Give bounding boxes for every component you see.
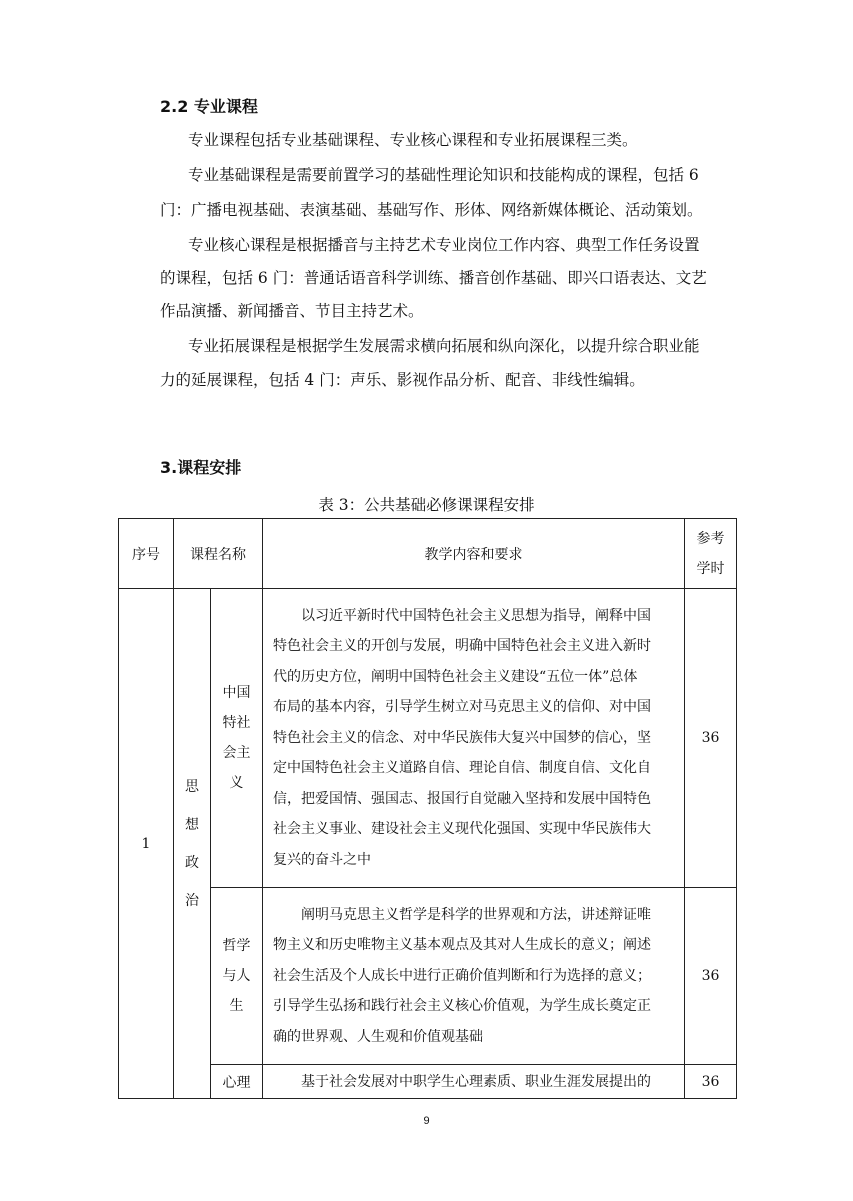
content-line: 引导学生弘扬和践行社会主义核心价值观，为学生成长奠定正 — [273, 998, 651, 1015]
course-hours: 36 — [685, 1065, 737, 1099]
paragraph-line: 力的延展课程，包括 4 门：声乐、影视作品分析、配音、非线性编辑。 — [160, 371, 645, 389]
category-char: 想 — [185, 816, 199, 833]
table-row — [119, 589, 737, 888]
section-heading: 3.课程安排 — [160, 458, 242, 477]
course-name-line: 心理 — [222, 1074, 251, 1091]
category-char: 思 — [185, 778, 199, 795]
course-name-line: 特社 — [222, 715, 251, 731]
course-hours: 36 — [685, 589, 737, 888]
paragraph-line: 作品演播、新闻播音、节目主持艺术。 — [160, 302, 424, 320]
paragraph-line: 专业基础课程是需要前置学习的基础性理论知识和技能构成的课程，包括 6 — [188, 166, 699, 184]
content-line: 基于社会发展对中职学生心理素质、职业生涯发展提出的 — [301, 1073, 651, 1090]
table-header-row — [119, 519, 737, 589]
header-hours-line1: 参考 — [696, 530, 725, 547]
course-content-cell — [263, 1065, 685, 1099]
course-hours: 36 — [685, 888, 737, 1065]
course-name-line: 中国 — [222, 685, 251, 701]
course-name-cell — [211, 1065, 263, 1099]
header-hours-line2: 学时 — [696, 560, 725, 577]
content-line: 特色社会主义的开创与发展，明确中国特色社会主义进入新时 — [273, 638, 651, 655]
paragraph-line: 的课程，包括 6 门：普通话语音科学训练、播音创作基础、即兴口语表达、文艺 — [160, 269, 707, 287]
content-line: 确的世界观、人生观和价值观基础 — [273, 1028, 483, 1045]
course-name-line: 哲学 — [222, 938, 251, 954]
content-line: 阐明马克思主义哲学是科学的世界观和方法，讲述辩证唯 — [301, 906, 651, 923]
content-line: 复兴的奋斗之中 — [273, 851, 371, 868]
table-row — [119, 888, 737, 1065]
paragraph-line: 门：广播电视基础、表演基础、基础写作、形体、网络新媒体概论、活动策划。 — [160, 201, 703, 219]
header-content: 教学内容和要求 — [263, 519, 685, 589]
content-line: 信，把爱国情、强国志、报国行自觉融入坚持和发展中国特色 — [273, 790, 651, 807]
header-no: 序号 — [119, 519, 174, 589]
page-number: 9 — [423, 1115, 430, 1127]
content-line: 布局的基本内容，引导学生树立对马克思主义的信仰、对中国 — [273, 699, 651, 716]
content-line: 社会主义事业、建设社会主义现代化强国、实现中华民族伟大 — [273, 821, 651, 838]
course-name-line: 义 — [229, 775, 244, 791]
course-table — [118, 518, 737, 1099]
header-course-name: 课程名称 — [174, 519, 263, 589]
table-caption: 表 3：公共基础必修课课程安排 — [318, 496, 535, 514]
category-char: 政 — [185, 854, 199, 871]
row-number: 1 — [119, 589, 174, 1099]
content-line: 社会生活及个人成长中进行正确价值判断和行为选择的意义； — [273, 967, 651, 984]
section-title: 2.2 专业课程 — [160, 97, 258, 116]
course-name-cell — [211, 888, 263, 1065]
course-content-cell — [263, 589, 685, 888]
content-line: 物主义和历史唯物主义基本观点及其对人生成长的意义；阐述 — [273, 937, 651, 954]
table-row — [119, 1065, 737, 1099]
course-content-cell — [263, 888, 685, 1065]
category-cell — [174, 589, 211, 1099]
paragraph-line: 专业拓展课程是根据学生发展需求横向拓展和纵向深化，以提升综合职业能 — [188, 337, 700, 355]
course-name-line: 会主 — [222, 745, 251, 761]
course-name-line: 生 — [229, 998, 244, 1014]
paragraph-line: 专业课程包括专业基础课程、专业核心课程和专业拓展课程三类。 — [188, 131, 638, 149]
course-name-cell — [211, 589, 263, 888]
content-line: 以习近平新时代中国特色社会主义思想为指导，阐释中国 — [301, 607, 651, 624]
category-char: 治 — [185, 892, 199, 909]
header-hours — [685, 519, 737, 589]
content-line: 定中国特色社会主义道路自信、理论自信、制度自信、文化自 — [273, 760, 651, 777]
content-line: 代的历史方位，阐明中国特色社会主义建设“五位一体”总体 — [273, 668, 638, 685]
content-line: 特色社会主义的信念、对中华民族伟大复兴中国梦的信心，坚 — [273, 729, 651, 746]
paragraph-line: 专业核心课程是根据播音与主持艺术专业岗位工作内容、典型工作任务设置 — [188, 236, 700, 254]
course-name-line: 与人 — [222, 968, 251, 984]
